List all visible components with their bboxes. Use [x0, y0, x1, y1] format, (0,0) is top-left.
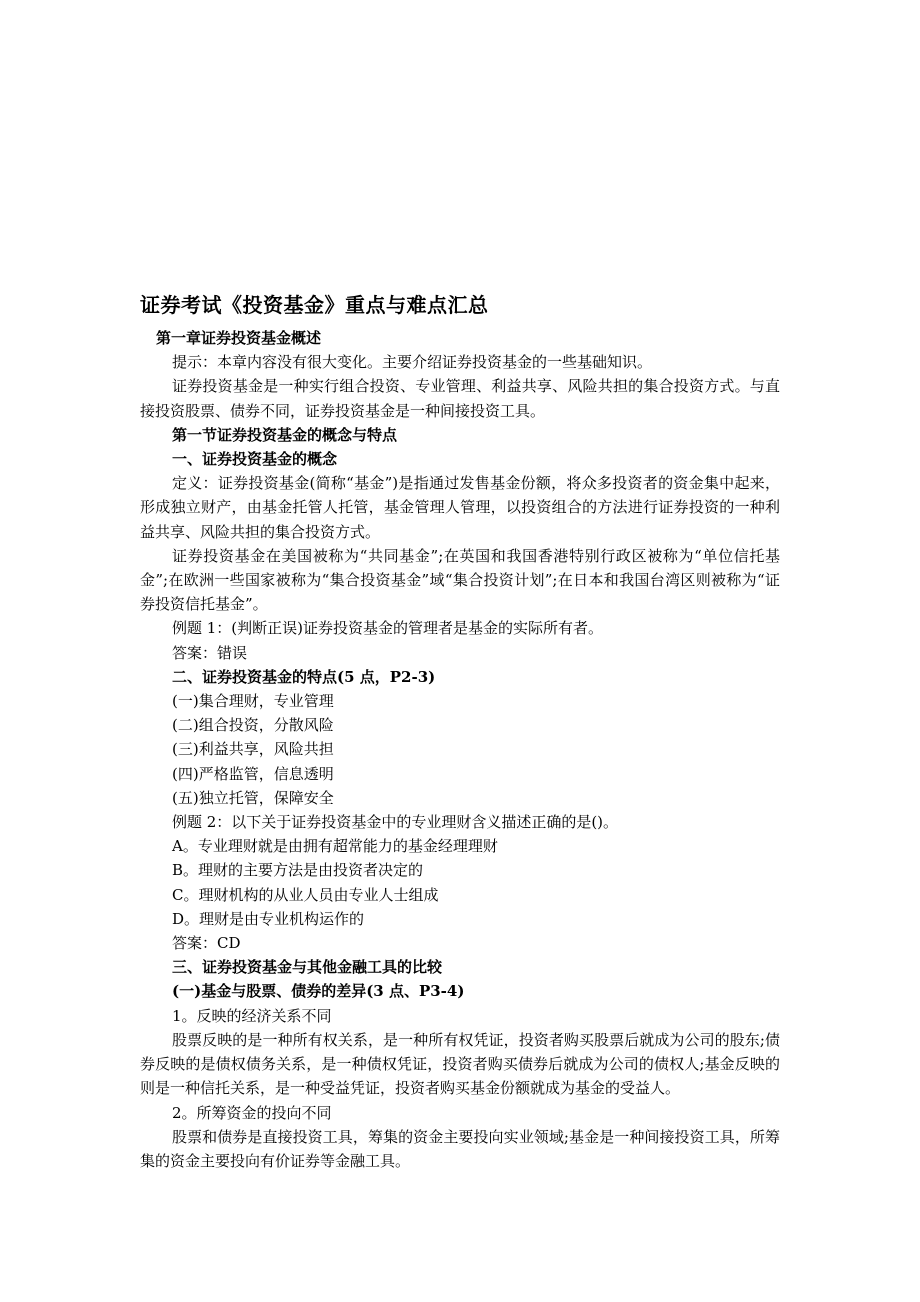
subsection-heading: 一、证券投资基金的概念 — [172, 450, 338, 469]
paragraph: 股票和债券是直接投资工具，筹集的资金主要投向实业领域;基金是一种间接投资工具，所筹集的资金主要投向有价证券等金融工具。 — [140, 1127, 780, 1170]
list-item: (四)严格监管，信息透明 — [172, 764, 334, 783]
option-a: A。专业理财就是由拥有超常能力的基金经理理财 — [172, 837, 498, 856]
paragraph: 股票反映的是一种所有权关系，是一种所有权凭证，投资者购买股票后就成为公司的股东;债券反映的是债权债务关系，是一种债权凭证，投资者购买债券后就成为公司的债权人;基金反映的则是一种信托关系，是一种受益凭证，投资者购买基金份额就成为基金的受益人。 — [140, 1030, 780, 1098]
paragraph: 证券投资基金是一种实行组合投资、专业管理、利益共享、风险共担的集合投资方式。与直接投资股票、债券不同，证券投资基金是一种间接投资工具。 — [140, 377, 780, 420]
section-heading: 第一节证券投资基金的概念与特点 — [172, 425, 398, 444]
document-page — [140, 288, 780, 1173]
paragraph: 证券投资基金在美国被称为“共同基金”;在英国和我国香港特别行政区被称为“单位信托基金”;在欧洲一些国家被称为“集合投资基金”域“集合投资计划”;在日本和我国台湾区则被称为“证券投资信托基金”。 — [140, 546, 780, 614]
numbered-item: 2。所筹资金的投向不同 — [172, 1103, 332, 1122]
answer-text: 答案：错误 — [172, 643, 248, 662]
option-b: B。理财的主要方法是由投资者决定的 — [172, 861, 424, 880]
chapter-heading: 第一章证券投资基金概述 — [156, 329, 322, 347]
hint-text: 提示：本章内容没有很大变化。主要介绍证券投资基金的一些基础知识。 — [172, 353, 653, 372]
subsection-heading: 二、证券投资基金的特点(5 点，P2-3) — [172, 667, 436, 686]
list-item: (一)集合理财，专业管理 — [172, 692, 334, 711]
example-question: 例题 2：以下关于证券投资基金中的专业理财含义描述正确的是()。 — [172, 813, 619, 832]
subsection-heading: 三、证券投资基金与其他金融工具的比较 — [172, 958, 443, 977]
document-title: 证券考试《投资基金》重点与难点汇总 — [140, 293, 489, 317]
list-item: (二)组合投资，分散风险 — [172, 716, 334, 735]
example-question: 例题 1：(判断正误)证券投资基金的管理者是基金的实际所有者。 — [172, 619, 604, 638]
list-item: (五)独立托管，保障安全 — [172, 788, 334, 807]
numbered-item: 1。反映的经济关系不同 — [172, 1006, 332, 1025]
option-d: D。理财是由专业机构运作的 — [172, 909, 365, 928]
subsection-heading: (一)基金与股票、债券的差异(3 点、P3-4) — [172, 982, 465, 1001]
list-item: (三)利益共享，风险共担 — [172, 740, 334, 759]
paragraph: 定义：证券投资基金(简称“基金”)是指通过发售基金份额，将众多投资者的资金集中起来，形成独立财产，由基金托管人托管，基金管理人管理，以投资组合的方法进行证券投资的一种利益共享、风险共担的集合投资方式。 — [140, 474, 780, 541]
option-c: C。理财机构的从业人员由专业人士组成 — [172, 885, 439, 904]
answer-text: 答案：CD — [172, 934, 241, 953]
